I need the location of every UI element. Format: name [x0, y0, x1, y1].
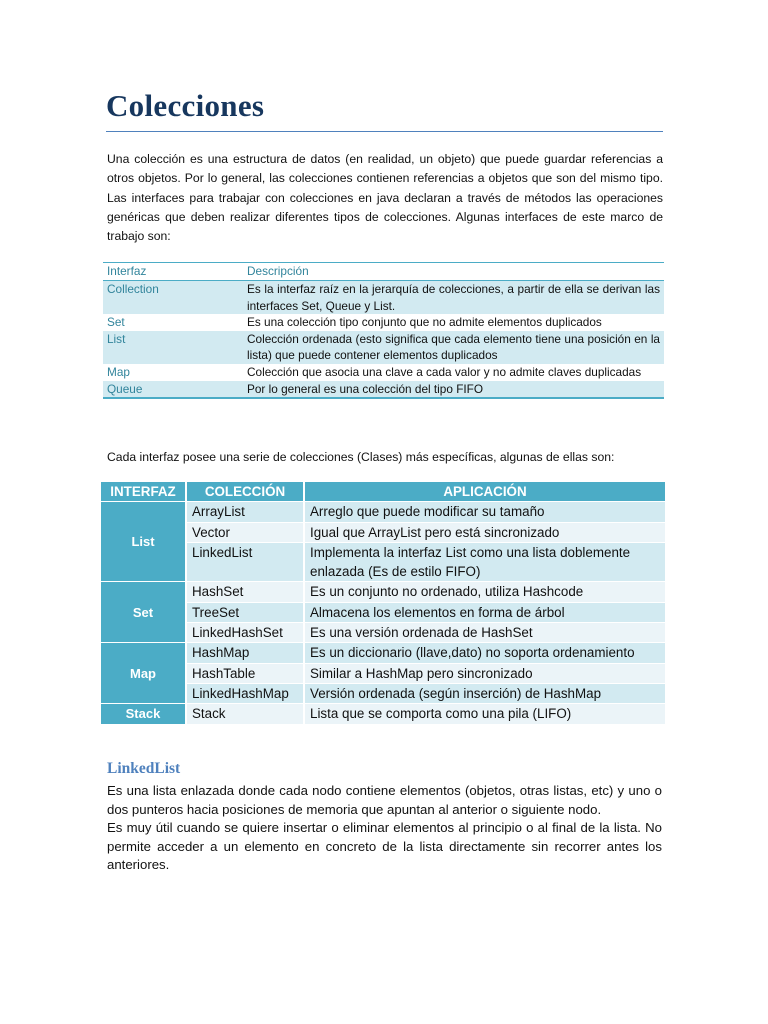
interface-description: Es la interfaz raíz en la jerarquía de colecciones, a partir de ella se derivan las interfaces Set, Queue y List. [243, 281, 664, 315]
interface-name: Collection [103, 281, 243, 315]
table-row [101, 684, 665, 703]
linkedlist-paragraph: Es una lista enlazada donde cada nodo contiene elementos (objetos, otras listas, etc) y uno o dos punteros hacia posiciones de memoria que apuntan al anterior o siguiente nodo. [107, 783, 662, 817]
collection-name: Stack [187, 704, 303, 723]
intro-paragraph: Una colección es una estructura de datos (en realidad, un objeto) que puede guardar referencias a otros objetos. Por lo general, las colecciones contienen referencias a objetos que son del mismo tipo. Las interfaces para trabajar con colecciones en java declaran a través de métodos las operaciones genéricas que deben realizar diferentes tipos de colecciones. Algunas interfaces de este marco de trabajo son: [107, 152, 663, 244]
table-row [103, 331, 664, 364]
collection-application: Almacena los elementos en forma de árbol [305, 603, 665, 622]
interface-name: List [103, 331, 243, 364]
classes-lead-paragraph: Cada interfaz posee una serie de colecciones (Clases) más específicas, algunas de ellas son: [107, 450, 615, 464]
collection-name: LinkedHashMap [187, 684, 303, 703]
table-row [101, 623, 665, 642]
collection-application: Implementa la interfaz List como una lista doblemente enlazada (Es de estilo FIFO) [305, 543, 665, 582]
collection-name: ArrayList [187, 502, 303, 521]
column-header-interfaz: INTERFAZ [101, 482, 185, 501]
interface-name: Queue [103, 381, 243, 399]
collection-application: Es una versión ordenada de HashSet [305, 623, 665, 642]
collection-name: LinkedList [187, 543, 303, 582]
interfaces-table [103, 262, 664, 399]
group-label-list: List [101, 502, 185, 581]
collection-application: Igual que ArrayList pero está sincronizado [305, 523, 665, 542]
collection-application: Es un diccionario (llave,dato) no soporta ordenamiento [305, 643, 665, 662]
collection-name: TreeSet [187, 603, 303, 622]
table-row [101, 502, 665, 521]
collection-application: Similar a HashMap pero sincronizado [305, 664, 665, 683]
linkedlist-heading: LinkedList [107, 760, 181, 777]
interface-name: Map [107, 364, 130, 379]
table-row [101, 543, 665, 582]
interface-description: Colección ordenada (esto significa que cada elemento tiene una posición en la lista) que puede contener elementos duplicados [243, 331, 664, 364]
collection-application: Es un conjunto no ordenado, utiliza Hashcode [305, 582, 665, 601]
table-row [103, 281, 664, 315]
group-label-map: Map [101, 643, 185, 703]
group-label-stack: Stack [101, 704, 185, 723]
table-row [101, 582, 665, 601]
table-row [103, 381, 664, 399]
group-label-set: Set [101, 582, 185, 642]
table-header-row [101, 482, 665, 501]
collection-application: Arreglo que puede modificar su tamaño [305, 502, 665, 521]
table-row [101, 603, 665, 622]
table-row [101, 643, 665, 662]
table-row [103, 364, 664, 381]
linkedlist-paragraph: Es muy útil cuando se quiere insertar o eliminar elementos al principio o al final de la lista. No permite acceder a un elemento en concreto de la lista directamente sin recorrer antes los anteriores. [107, 820, 662, 873]
table-row [103, 314, 664, 331]
table-row [101, 704, 665, 723]
title-underline [106, 131, 663, 132]
collection-application: Lista que se comporta como una pila (LIFO) [305, 704, 665, 723]
column-header-aplicacion: APLICACIÓN [305, 482, 665, 501]
interface-description: Colección que asocia una clave a cada valor y no admite claves duplicadas [247, 364, 642, 379]
table-row [101, 523, 665, 542]
interface-name: Set [107, 315, 125, 330]
collection-name: Vector [187, 523, 303, 542]
table-header-row [103, 263, 664, 281]
collection-name: HashSet [187, 582, 303, 601]
column-header-interfaz: Interfaz [103, 263, 243, 281]
linkedlist-body [107, 782, 662, 875]
page-title: Colecciones [106, 88, 265, 123]
collection-name: HashTable [187, 664, 303, 683]
classes-table [99, 481, 667, 725]
collection-application: Versión ordenada (según inserción) de HashMap [305, 684, 665, 703]
column-header-coleccion: COLECCIÓN [187, 482, 303, 501]
table-row [101, 664, 665, 683]
collection-name: LinkedHashSet [187, 623, 303, 642]
column-header-descripcion: Descripción [243, 263, 664, 281]
collection-name: HashMap [187, 643, 303, 662]
interface-description: Es una colección tipo conjunto que no admite elementos duplicados [247, 315, 602, 330]
interface-description: Por lo general es una colección del tipo FIFO [243, 381, 664, 399]
